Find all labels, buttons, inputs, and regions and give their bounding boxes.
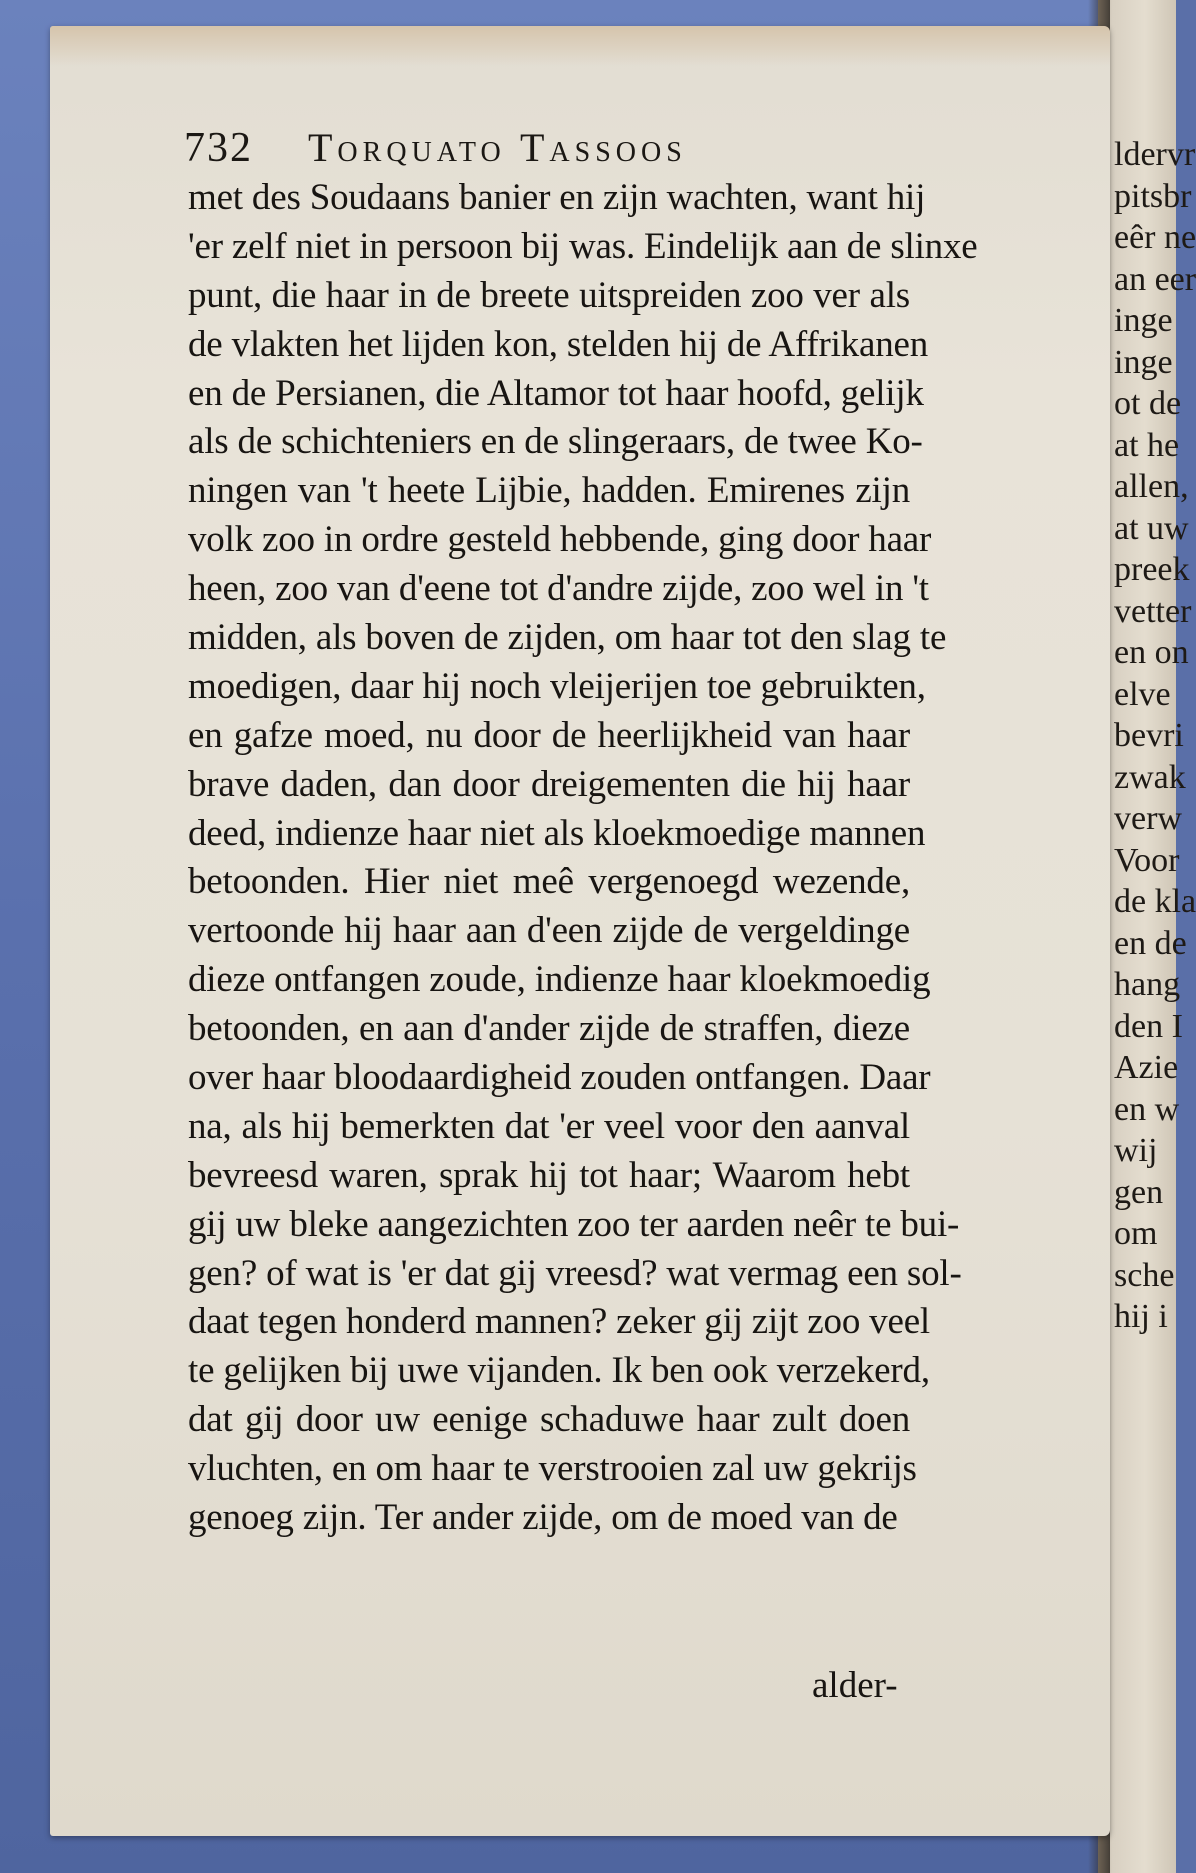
text-line: punt, die haar in de breete uitspreiden zoo ver als <box>188 274 910 316</box>
text-line: betoonden. Hier niet meê vergenoegd wezende, <box>188 861 910 903</box>
facing-page-fragment: ldervr <box>1114 136 1196 173</box>
facing-page-fragment: eêr ne <box>1114 219 1196 256</box>
facing-page-fragment: at he <box>1114 426 1180 464</box>
page-edge-stain <box>50 26 1110 66</box>
facing-page-fragment: an eer <box>1114 260 1196 298</box>
text-line: 'er zelf niet in persoon bij was. Eindelijk aan de slinxe <box>188 225 978 267</box>
text-line: volk zoo in ordre gesteld hebbende, ging door haar <box>188 519 932 561</box>
text-line: vluchten, en om haar te verstrooien zal uw gekrijs <box>188 1448 917 1490</box>
facing-page-fragment: wij <box>1114 1132 1158 1169</box>
page-header <box>184 118 964 178</box>
text-line: ningen van 't heete Lijbie, hadden. Emirenes zijn <box>188 470 910 512</box>
facing-page-fragment: den I <box>1114 1007 1183 1045</box>
facing-page-fragment: hij i <box>1114 1298 1168 1335</box>
facing-page-fragment: preek <box>1114 551 1190 588</box>
facing-page-fragment: elve <box>1114 675 1171 713</box>
facing-page-fragment: en de <box>1114 924 1187 962</box>
body-text <box>188 174 978 1543</box>
facing-page-fragment: sche <box>1114 1256 1175 1294</box>
facing-page-fragment: Voor <box>1114 841 1180 879</box>
text-line: vertoonde hij haar aan d'een zijde de vergeldinge <box>188 910 910 952</box>
text-line: bevreesd waren, sprak hij tot haar; Waarom hebt <box>188 1154 910 1196</box>
text-line: de vlakten het lijden kon, stelden hij de Affrikanen <box>188 323 929 365</box>
text-line: over haar bloodaardigheid zouden ontfangen. Daar <box>188 1057 931 1099</box>
text-line: gen? of wat is 'er dat gij vreesd? wat vermag een sol- <box>188 1252 962 1294</box>
text-line: moedigen, daar hij noch vleijerijen toe gebruikten, <box>188 665 926 707</box>
text-line: gij uw bleke aangezichten zoo ter aarden neêr te bui- <box>188 1203 960 1245</box>
facing-page-fragment: vetter <box>1114 592 1192 630</box>
facing-page-fragment: bevri <box>1114 717 1184 754</box>
text-line: betoonden, en aan d'ander zijde de straffen, dieze <box>188 1008 910 1050</box>
page-number: 732 <box>184 125 253 171</box>
text-line: na, als hij bemerkten dat 'er veel voor den aanval <box>188 1105 910 1147</box>
text-line: met des Soudaans banier en zijn wachten, want hij <box>188 177 926 218</box>
text-line: als de schichteniers en de slingeraars, de twee Ko- <box>188 421 923 463</box>
facing-page-fragment: verw <box>1114 800 1182 837</box>
facing-page-fragment: en on <box>1114 634 1189 671</box>
facing-page-fragment: de kla <box>1114 883 1196 920</box>
text-line: midden, als boven de zijden, om haar tot den slag te <box>188 617 947 659</box>
text-line: daat tegen honderd mannen? zeker gij zijt zoo veel <box>188 1301 930 1343</box>
text-line: te gelijken bij uwe vijanden. Ik ben ook verzekerd, <box>188 1350 930 1392</box>
text-line: heen, zoo van d'eene tot d'andre zijde, zoo wel in 't <box>188 568 929 610</box>
text-line: en de Persianen, die Altamor tot haar hoofd, gelijk <box>188 372 924 414</box>
text-line: brave daden, dan door dreigementen die hij haar <box>188 763 910 805</box>
facing-page-fragment: om <box>1114 1215 1158 1252</box>
text-line: deed, indienze haar niet als kloekmoedige mannen <box>188 812 926 854</box>
facing-page-fragment: inge <box>1114 302 1173 339</box>
facing-page-fragment: zwak <box>1114 758 1186 796</box>
running-head: Torquato Tassoos <box>308 125 687 170</box>
text-line: dieze ontfangen zoude, indienze haar kloekmoedig <box>188 959 931 1001</box>
facing-page-fragment: allen, <box>1114 468 1189 505</box>
facing-page-fragment: at uw <box>1114 509 1189 547</box>
text-line: en gafze moed, nu door de heerlijkheid van haar <box>188 714 910 756</box>
facing-page-fragment: en w <box>1114 1090 1180 1128</box>
text-line: dat gij door uw eenige schaduwe haar zult doen <box>188 1399 910 1441</box>
facing-page-fragment: inge <box>1114 343 1173 381</box>
facing-page-fragment: gen <box>1114 1173 1164 1211</box>
facing-page-fragment: ot de <box>1114 385 1182 422</box>
text-line: genoeg zijn. Ter ander zijde, om de moed van de <box>188 1497 898 1539</box>
facing-page-fragment: pitsbr <box>1114 177 1192 215</box>
facing-page-fragment: hang <box>1114 966 1181 1003</box>
catchword: alder- <box>812 1665 898 1706</box>
facing-page-fragment: Azie <box>1114 1049 1179 1086</box>
